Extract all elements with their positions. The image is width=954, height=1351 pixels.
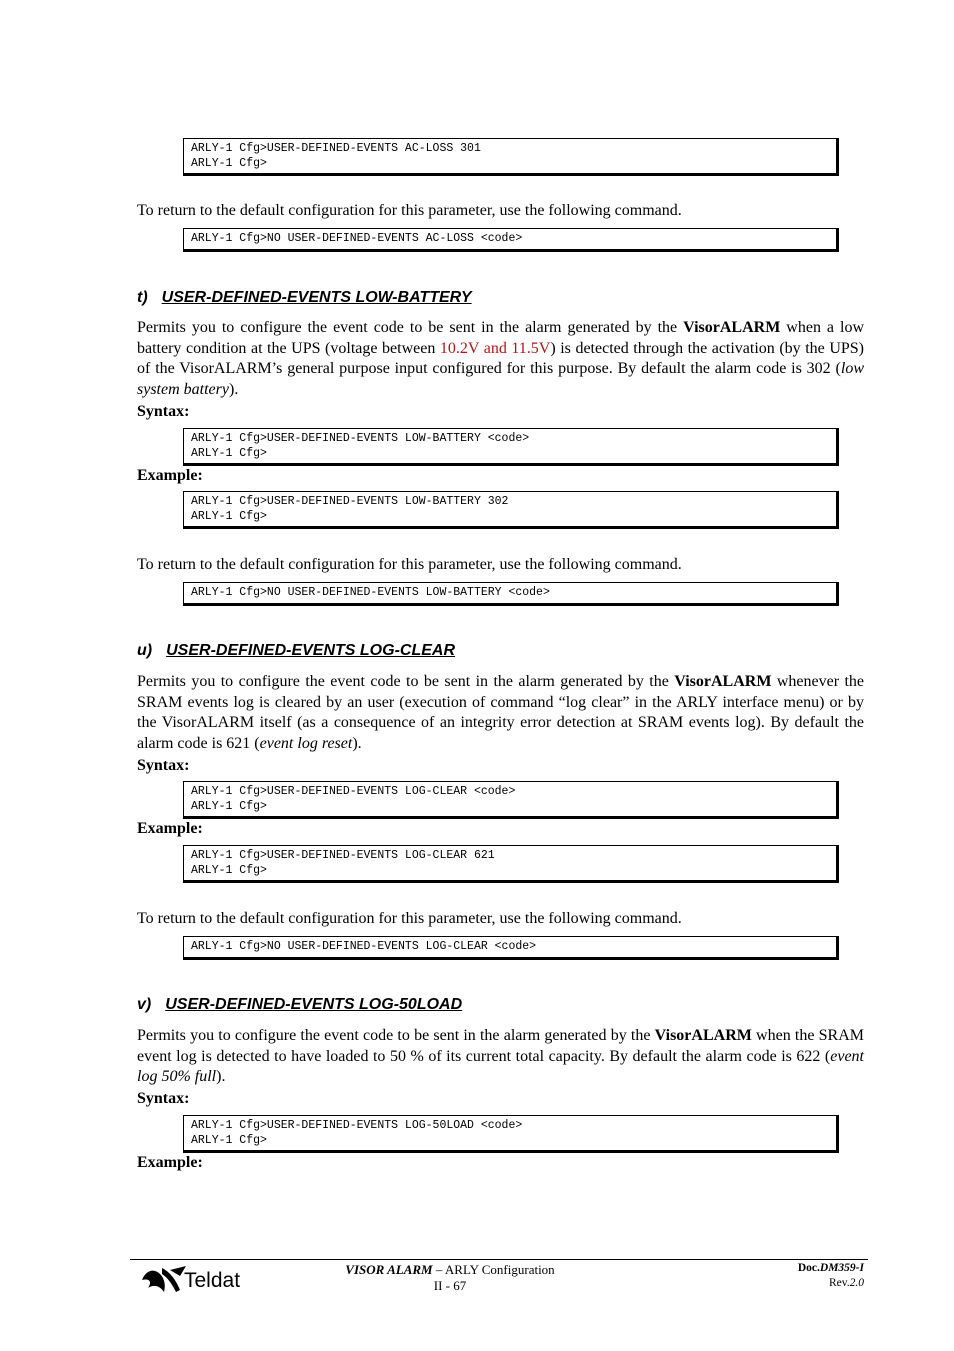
paragraph-u: Permits you to configure the event code to be sent in the alarm generated by the VisorALARM whenever the SRAM events log is cleared by an user (execution of command “log clear” in the ARLY interface menu) or by the VisorALARM itself (as a consequence of an integrity error detection at SRAM events log). By default the alarm code is 621 (event log reset). (137, 673, 864, 752)
syntax-label: Syntax: (137, 403, 190, 420)
section-heading-u: u) USER-DEFINED-EVENTS LOG-CLEAR (137, 642, 456, 659)
section-heading-t: t) USER-DEFINED-EVENTS LOW-BATTERY (137, 289, 472, 306)
footer-divider (130, 1259, 868, 1260)
code-block-t-example: ARLY-1 Cfg>USER-DEFINED-EVENTS LOW-BATTERY 302 ARLY-1 Cfg> (183, 491, 839, 529)
code-line: ARLY-1 Cfg>NO USER-DEFINED-EVENTS AC-LOSS <code> (191, 232, 523, 245)
syntax-label: Syntax: (137, 1090, 190, 1107)
doc-id: Doc.DM359-I (797, 1262, 864, 1274)
section-title: USER-DEFINED-EVENTS LOG-CLEAR (166, 642, 456, 659)
code-block-v-syntax: ARLY-1 Cfg>USER-DEFINED-EVENTS LOG-50LOAD <code> ARLY-1 Cfg> (183, 1115, 839, 1153)
default-text: To return to the default configuration for this parameter, use the following command. (137, 910, 682, 927)
code-line: ARLY-1 Cfg> (191, 156, 267, 170)
section-title: USER-DEFINED-EVENTS LOG-50LOAD (165, 996, 463, 1013)
example-label: Example: (137, 820, 203, 837)
code-block-u-syntax: ARLY-1 Cfg>USER-DEFINED-EVENTS LOG-CLEAR <code> ARLY-1 Cfg> (183, 781, 839, 819)
paragraph-t: Permits you to configure the event code to be sent in the alarm generated by the VisorALARM when a low battery condition at the UPS (voltage between 10.2V and 11.5V) is detected through the activation (by the UPS) of the VisorALARM’s general purpose input configured for this purpose. By default the alarm code is 302 (low system battery). (137, 319, 865, 398)
code-block-t-no: ARLY-1 Cfg>NO USER-DEFINED-EVENTS LOW-BATTERY <code> (183, 582, 839, 606)
default-text: To return to the default configuration for this parameter, use the following command. (137, 556, 682, 573)
example-label: Example: (137, 467, 203, 484)
example-label: Example: (137, 1154, 203, 1171)
section-heading-v: v) USER-DEFINED-EVENTS LOG-50LOAD (137, 996, 463, 1013)
code-block-u-no: ARLY-1 Cfg>NO USER-DEFINED-EVENTS LOG-CLEAR <code> (183, 936, 839, 960)
section-title: USER-DEFINED-EVENTS LOW-BATTERY (161, 289, 472, 306)
page-number: II - 67 (433, 1278, 467, 1293)
code-block-acloss-example (183, 138, 839, 176)
code-block-t-syntax: ARLY-1 Cfg>USER-DEFINED-EVENTS LOW-BATTERY <code> ARLY-1 Cfg> (183, 428, 839, 466)
teldat-logo (140, 1262, 240, 1301)
default-text: To return to the default configuration for this parameter, use the following command. (137, 202, 682, 219)
code-block-acloss-no (183, 228, 839, 252)
revision: Rev.2.0 (828, 1277, 864, 1289)
footer-title: VISOR ALARM – ARLY Configuration (345, 1262, 555, 1277)
syntax-label: Syntax: (137, 757, 190, 774)
logo-text: Teldat (184, 1269, 240, 1292)
code-block-u-example: ARLY-1 Cfg>USER-DEFINED-EVENTS LOG-CLEAR 621 ARLY-1 Cfg> (183, 845, 839, 883)
paragraph-v: Permits you to configure the event code to be sent in the alarm generated by the VisorALARM when the SRAM event log is detected to have loaded to 50 % of its current total capacity. By default the alarm code is 622 (event log 50% full). (137, 1027, 864, 1085)
code-line: ARLY-1 Cfg>USER-DEFINED-EVENTS AC-LOSS 301 (191, 142, 481, 155)
